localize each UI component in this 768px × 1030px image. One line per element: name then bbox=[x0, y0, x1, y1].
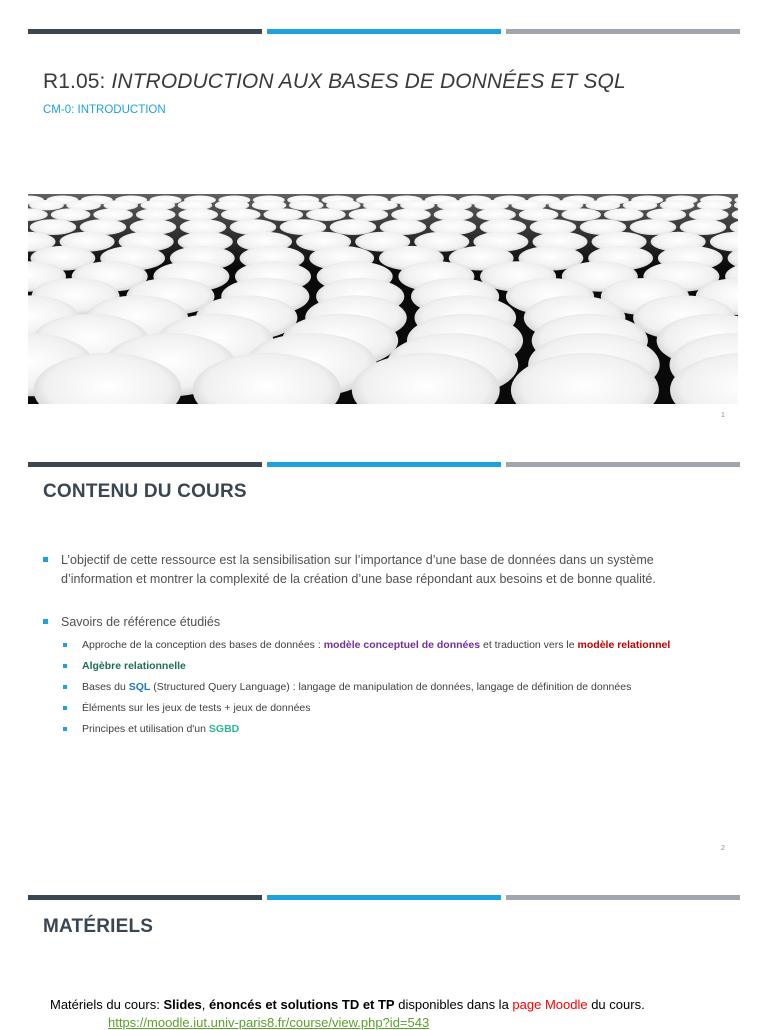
sub-text: Éléments sur les jeux de tests + jeux de données bbox=[82, 702, 311, 714]
dark-bar bbox=[28, 895, 262, 900]
bullet-square bbox=[63, 643, 67, 647]
bullet-square bbox=[63, 664, 67, 668]
sub-bullet-item bbox=[63, 723, 239, 735]
slide-heading: MATÉRIELS bbox=[43, 916, 154, 937]
top-color-bars bbox=[28, 462, 740, 467]
sub-text: (Structured Query Language) : langage de manipulation de données, langage de définition de données bbox=[150, 681, 632, 693]
moodle-link[interactable]: https://moodle.iut.univ-paris8.fr/course/view.php?id=543 bbox=[108, 1015, 430, 1030]
title-prefix: R1.05: bbox=[43, 70, 112, 93]
gray-bar bbox=[506, 895, 740, 900]
sub-text: et traduction vers le bbox=[480, 639, 578, 651]
sub-text: Principes et utilisation d'un bbox=[82, 723, 209, 735]
bullet-item bbox=[43, 613, 220, 632]
top-color-bars bbox=[28, 29, 740, 34]
dark-bar bbox=[28, 462, 262, 467]
line-text: Matériels du cours: bbox=[50, 997, 164, 1012]
sub-text: Bases du bbox=[82, 681, 129, 693]
top-color-bars bbox=[28, 895, 740, 900]
page-number: 2 bbox=[721, 845, 725, 852]
bold-td-tp: énoncés et solutions TD et TP bbox=[208, 997, 395, 1012]
dark-bar bbox=[28, 29, 262, 34]
moodle-page-text: page Moodle bbox=[512, 997, 588, 1012]
sub-bullet-item bbox=[63, 660, 186, 672]
sub-text: Approche de la conception des bases de données : bbox=[82, 639, 324, 651]
page-number: 1 bbox=[721, 412, 725, 419]
sub-bullet-item bbox=[63, 702, 311, 714]
blue-bar bbox=[267, 895, 501, 900]
highlight-sql: SQL bbox=[128, 681, 151, 693]
gray-bar bbox=[506, 462, 740, 467]
slide-heading: CONTENU DU COURS bbox=[43, 481, 247, 502]
bullet-square bbox=[63, 727, 67, 731]
highlight-sgbd: SGBD bbox=[208, 723, 240, 735]
highlight-mcd: modèle conceptuel de données bbox=[323, 639, 481, 651]
bullet-square bbox=[43, 557, 48, 562]
bullet-square bbox=[63, 685, 67, 689]
bullet-text: L’objectif de cette ressource est la sensibilisation sur l’importance d’une base de données dans un système d’information et montrer la complexité de la création d’une base répondant aux besoins et de bonne qualité. bbox=[61, 553, 656, 586]
bullet-square bbox=[63, 706, 67, 710]
highlight-relational: modèle relationnel bbox=[577, 639, 671, 651]
cover-image bbox=[28, 194, 738, 404]
blue-bar bbox=[267, 29, 501, 34]
materials-line bbox=[50, 997, 645, 1012]
sub-bullet-item bbox=[63, 639, 670, 651]
line-text: , bbox=[201, 997, 209, 1012]
line-text: du cours. bbox=[587, 997, 645, 1012]
bullet-item bbox=[43, 551, 723, 588]
bullet-text: Savoirs de référence étudiés bbox=[61, 615, 221, 629]
title-main: INTRODUCTION AUX BASES DE DONNÉES ET SQL bbox=[111, 70, 626, 93]
bullet-square bbox=[43, 619, 48, 624]
blue-bar bbox=[267, 462, 501, 467]
bold-slides: Slides bbox=[163, 997, 202, 1012]
line-text: disponibles dans la bbox=[394, 997, 513, 1012]
slide-title bbox=[43, 70, 626, 94]
slide-subtitle: CM-0: INTRODUCTION bbox=[43, 104, 166, 116]
gray-bar bbox=[506, 29, 740, 34]
sub-bullet-item bbox=[63, 681, 631, 693]
highlight-algebra: Algèbre relationnelle bbox=[82, 660, 186, 672]
